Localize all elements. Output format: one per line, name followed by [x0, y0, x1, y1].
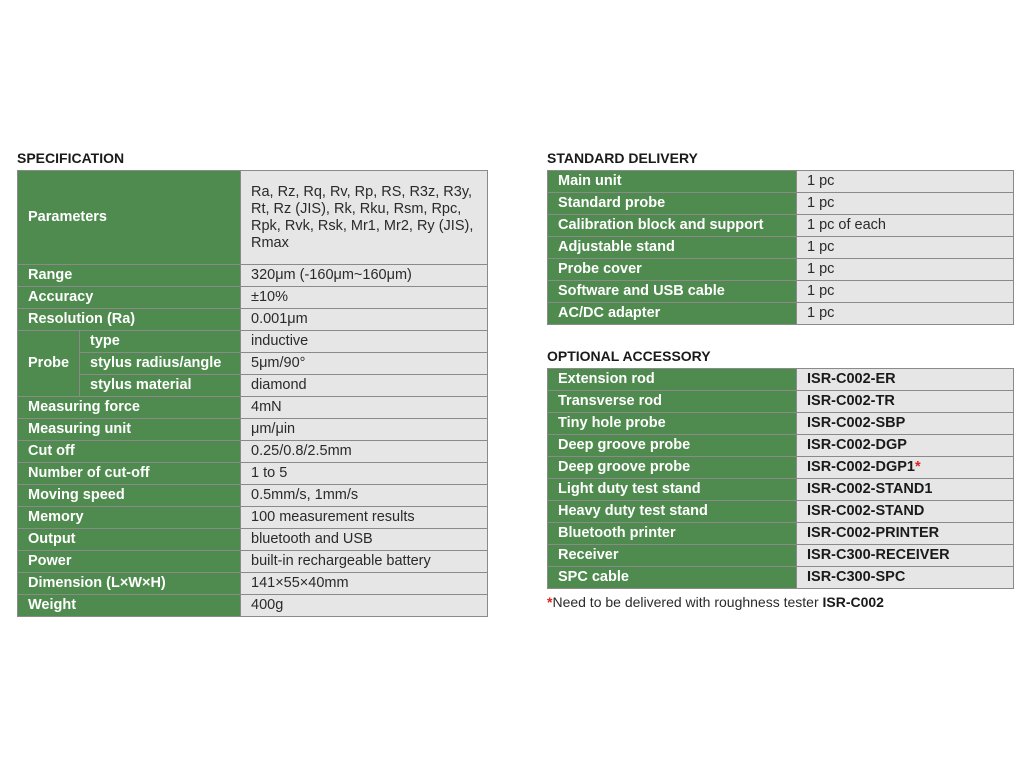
specification-table — [17, 170, 488, 617]
spec-value: 0.5mm/s, 1mm/s — [241, 485, 488, 507]
asterisk-mark: * — [914, 459, 921, 475]
footnote-text: Need to be delivered with roughness tester — [552, 594, 823, 610]
delivery-label: Calibration block and support — [548, 215, 797, 237]
spec-value: 1 to 5 — [241, 463, 488, 485]
spec-value-probe-stylus-material: diamond — [241, 375, 488, 397]
accessory-row — [548, 369, 1014, 391]
delivery-label: Adjustable stand — [548, 237, 797, 259]
accessory-label: Transverse rod — [548, 391, 797, 413]
accessory-row — [548, 545, 1014, 567]
spec-row-parameters — [18, 171, 488, 265]
spec-value-parameters: Ra, Rz, Rq, Rv, Rp, RS, R3z, R3y, Rt, Rz (JIS), Rk, Rku, Rsm, Rpc, Rpk, Rvk, Rsk, Mr1, Mr2, Ry (JIS), Rmax — [241, 171, 488, 265]
delivery-value: 1 pc — [797, 259, 1014, 281]
accessory-row — [548, 523, 1014, 545]
accessory-row — [548, 413, 1014, 435]
spec-value: 4mN — [241, 397, 488, 419]
delivery-row — [548, 237, 1014, 259]
spec-label-probe-type: type — [80, 331, 241, 353]
delivery-label: Main unit — [548, 171, 797, 193]
spec-row — [18, 551, 488, 573]
accessory-model: ISR-C002-TR — [797, 391, 1014, 413]
spec-label-probe: Probe — [18, 331, 80, 397]
standard-delivery-table — [547, 170, 1014, 325]
delivery-row — [548, 259, 1014, 281]
spec-row-probe-stylus-radius — [18, 353, 488, 375]
accessory-row — [548, 435, 1014, 457]
delivery-value: 1 pc — [797, 281, 1014, 303]
spec-row — [18, 573, 488, 595]
spec-value-probe-stylus-radius: 5μm/90° — [241, 353, 488, 375]
delivery-label: Standard probe — [548, 193, 797, 215]
accessory-row — [548, 457, 1014, 479]
spec-row — [18, 441, 488, 463]
spec-label: Number of cut-off — [18, 463, 241, 485]
accessory-label: Deep groove probe — [548, 457, 797, 479]
accessory-model: ISR-C002-PRINTER — [797, 523, 1014, 545]
spec-value: built-in rechargeable battery — [241, 551, 488, 573]
spec-value: 0.25/0.8/2.5mm — [241, 441, 488, 463]
spec-value: 400g — [241, 595, 488, 617]
spec-label-resolution: Resolution (Ra) — [18, 309, 241, 331]
accessory-label: Deep groove probe — [548, 435, 797, 457]
delivery-row — [548, 215, 1014, 237]
spec-label-probe-stylus-material: stylus material — [80, 375, 241, 397]
accessory-model: ISR-C002-STAND1 — [797, 479, 1014, 501]
accessory-row — [548, 479, 1014, 501]
accessory-model: ISR-C002-DGP1 — [807, 459, 915, 475]
accessory-label: Heavy duty test stand — [548, 501, 797, 523]
spec-label: Measuring force — [18, 397, 241, 419]
spec-value-resolution: 0.001μm — [241, 309, 488, 331]
accessory-row — [548, 501, 1014, 523]
spec-value: 100 measurement results — [241, 507, 488, 529]
delivery-value: 1 pc — [797, 193, 1014, 215]
spec-row-accuracy — [18, 287, 488, 309]
delivery-row — [548, 303, 1014, 325]
standard-delivery-heading: STANDARD DELIVERY — [547, 150, 698, 166]
spec-label-accuracy: Accuracy — [18, 287, 241, 309]
delivery-label: Software and USB cable — [548, 281, 797, 303]
spec-label: Memory — [18, 507, 241, 529]
spec-label-range: Range — [18, 265, 241, 287]
delivery-value: 1 pc — [797, 171, 1014, 193]
spec-row — [18, 397, 488, 419]
spec-label: Power — [18, 551, 241, 573]
spec-row-range — [18, 265, 488, 287]
delivery-value: 1 pc of each — [797, 215, 1014, 237]
spec-row-probe-type — [18, 331, 488, 353]
spec-value: bluetooth and USB — [241, 529, 488, 551]
accessory-footnote — [547, 594, 884, 610]
spec-value-accuracy: ±10% — [241, 287, 488, 309]
accessory-model: ISR-C002-SBP — [797, 413, 1014, 435]
specification-heading: SPECIFICATION — [17, 150, 125, 166]
spec-label: Output — [18, 529, 241, 551]
delivery-row — [548, 193, 1014, 215]
accessory-model: ISR-C002-ER — [797, 369, 1014, 391]
delivery-value: 1 pc — [797, 303, 1014, 325]
spec-row — [18, 529, 488, 551]
accessory-row — [548, 567, 1014, 589]
spec-row — [18, 507, 488, 529]
accessory-label: SPC cable — [548, 567, 797, 589]
spec-value: μm/μin — [241, 419, 488, 441]
spec-value: 141×55×40mm — [241, 573, 488, 595]
spec-label-parameters: Parameters — [18, 171, 241, 265]
accessory-model-cell — [797, 457, 1014, 479]
accessory-label: Extension rod — [548, 369, 797, 391]
spec-row — [18, 419, 488, 441]
delivery-row — [548, 281, 1014, 303]
asterisk-mark: * — [547, 594, 553, 610]
delivery-label: AC/DC adapter — [548, 303, 797, 325]
spec-label-probe-stylus-radius: stylus radius/angle — [80, 353, 241, 375]
accessory-model: ISR-C002-DGP — [797, 435, 1014, 457]
footnote-model: ISR-C002 — [822, 594, 884, 610]
accessory-model: ISR-C002-STAND — [797, 501, 1014, 523]
accessory-label: Bluetooth printer — [548, 523, 797, 545]
accessory-model: ISR-C300-SPC — [797, 567, 1014, 589]
accessory-label: Light duty test stand — [548, 479, 797, 501]
spec-label: Measuring unit — [18, 419, 241, 441]
spec-row-probe-stylus-material — [18, 375, 488, 397]
spec-label: Cut off — [18, 441, 241, 463]
spec-label: Moving speed — [18, 485, 241, 507]
delivery-label: Probe cover — [548, 259, 797, 281]
spec-label: Dimension (L×W×H) — [18, 573, 241, 595]
optional-accessory-table — [547, 368, 1014, 589]
delivery-row — [548, 171, 1014, 193]
accessory-label: Receiver — [548, 545, 797, 567]
spec-row — [18, 595, 488, 617]
delivery-value: 1 pc — [797, 237, 1014, 259]
spec-row-resolution — [18, 309, 488, 331]
spec-row — [18, 485, 488, 507]
spec-value-probe-type: inductive — [241, 331, 488, 353]
spec-label: Weight — [18, 595, 241, 617]
accessory-model: ISR-C300-RECEIVER — [797, 545, 1014, 567]
optional-accessory-heading: OPTIONAL ACCESSORY — [547, 348, 711, 364]
spec-value-range: 320μm (-160μm~160μm) — [241, 265, 488, 287]
accessory-row — [548, 391, 1014, 413]
spec-row — [18, 463, 488, 485]
accessory-label: Tiny hole probe — [548, 413, 797, 435]
